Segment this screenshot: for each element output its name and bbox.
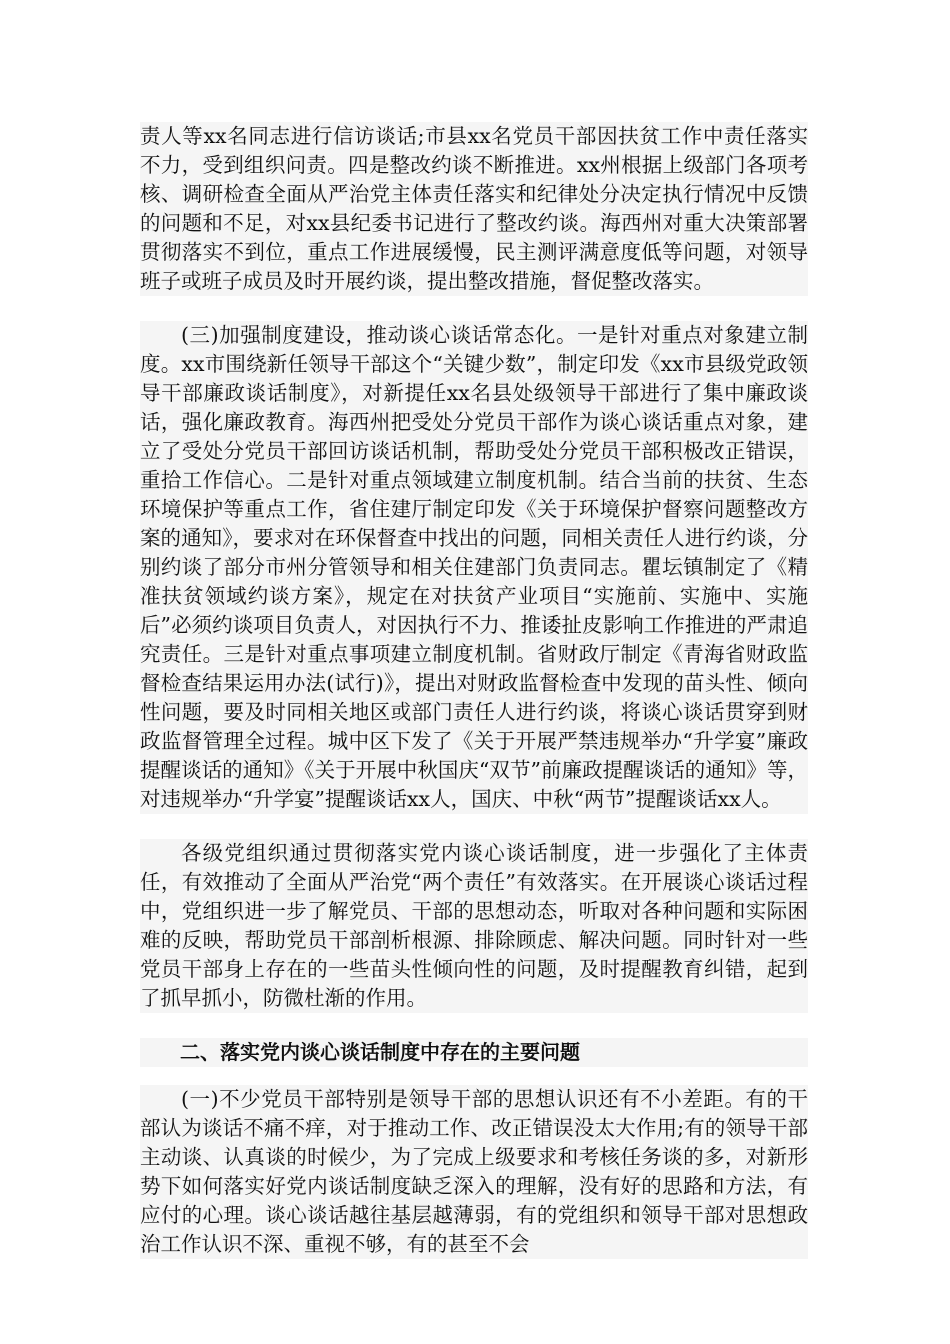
paragraph-continued: 责人等xx名同志进行信访谈话;市县xx名党员干部因扶贫工作中责任落实不力，受到组织问责。四是整改约谈不断推进。xx州根据上级部门各项考核、调研检查全面从严治党主体责任落实和纪律处分决定执行情况中反馈的问题和不足，对xx县纪委书记进行了整改约谈。海西州对重大决策部署贯彻落实不到位，重点工作进展缓慢，民主测评满意度低等问题，对领导班子或班子成员及时开展约谈，提出整改措施，督促整改落实。 [140, 124, 808, 293]
paragraph-gap [0, 1067, 950, 1085]
paragraph-institution-building: (三)加强制度建设，推动谈心谈话常态化。一是针对重点对象建立制度。xx市围绕新任领导干部这个“关键少数”，制定印发《xx市县级党政领导干部廉政谈话制度》，对新提任xx名县处级领导干部进行了集中廉政谈话，强化廉政教育。海西州把受处分党员干部作为谈心谈话重点对象，建立了受处分党员干部回访谈话机制，帮助受处分党员干部积极改正错误，重拾工作信心。二是针对重点领域建立制度机制。结合当前的扶贫、生态环境保护等重点工作，省住建厅制定印发《关于环境保护督察问题整改方案的通知》，要求对在环保督查中找出的问题，同相关责任人进行约谈，分别约谈了部分市州分管领导和相关住建部门负责同志。瞿坛镇制定了《精准扶贫领域约谈方案》，规定在对扶贫产业项目“实施前、实施中、实施后”必须约谈项目负责人，对因执行不力、推诿扯皮影响工作推进的严肃追究责任。三是针对重点事项建立制度机制。省财政厅制定《青海省财政监督检查结果运用办法(试行)》，提出对财政监督检查中发现的苗头性、倾向性问题，要及时同相关地区或部门责任人进行约谈，将谈心谈话贯穿到财政监督管理全过程。城中区下发了《关于开展严禁违规举办“升学宴”廉政提醒谈话的通知》《关于开展中秋国庆“双节”前廉政提醒谈话的通知》等，对违规举办“升学宴”提醒谈话xx人，国庆、中秋“两节”提醒谈话xx人。 [140, 323, 808, 811]
document-page [140, 122, 808, 1259]
paragraph-summary: 各级党组织通过贯彻落实党内谈心谈话制度，进一步强化了主体责任，有效推动了全面从严治党“两个责任”有效落实。在开展谈心谈话过程中，党组织进一步了解党员、干部的思想动态，听取对各种问题和实际困难的反映，帮助党员干部剖析根源、排除顾虑、解决问题。同时针对一些党员干部身上存在的一些苗头性倾向性的问题，及时提醒教育纠错，起到了抓早抓小，防微杜渐的作用。 [140, 841, 808, 1010]
paragraph-gap [0, 1013, 950, 1038]
section-heading: 二、落实党内谈心谈话制度中存在的主要问题 [180, 1040, 580, 1064]
paragraph-gap [0, 296, 950, 321]
paragraph-gap [0, 814, 950, 839]
paragraph-problem-1: (一)不少党员干部特别是领导干部的思想认识还有不小差距。有的干部认为谈话不痛不痒，对于推动工作、改正错误没太大作用;有的领导干部主动谈、认真谈的时候少，为了完成上级要求和考核任务谈的多，对新形势下如何落实好党内谈话制度缺乏深入的理解，没有好的思路和方法，有应付的心理。谈心谈话越往基层越薄弱，有的党组织和领导干部对思想政治工作认识不深、重视不够，有的甚至不会 [140, 1087, 808, 1256]
